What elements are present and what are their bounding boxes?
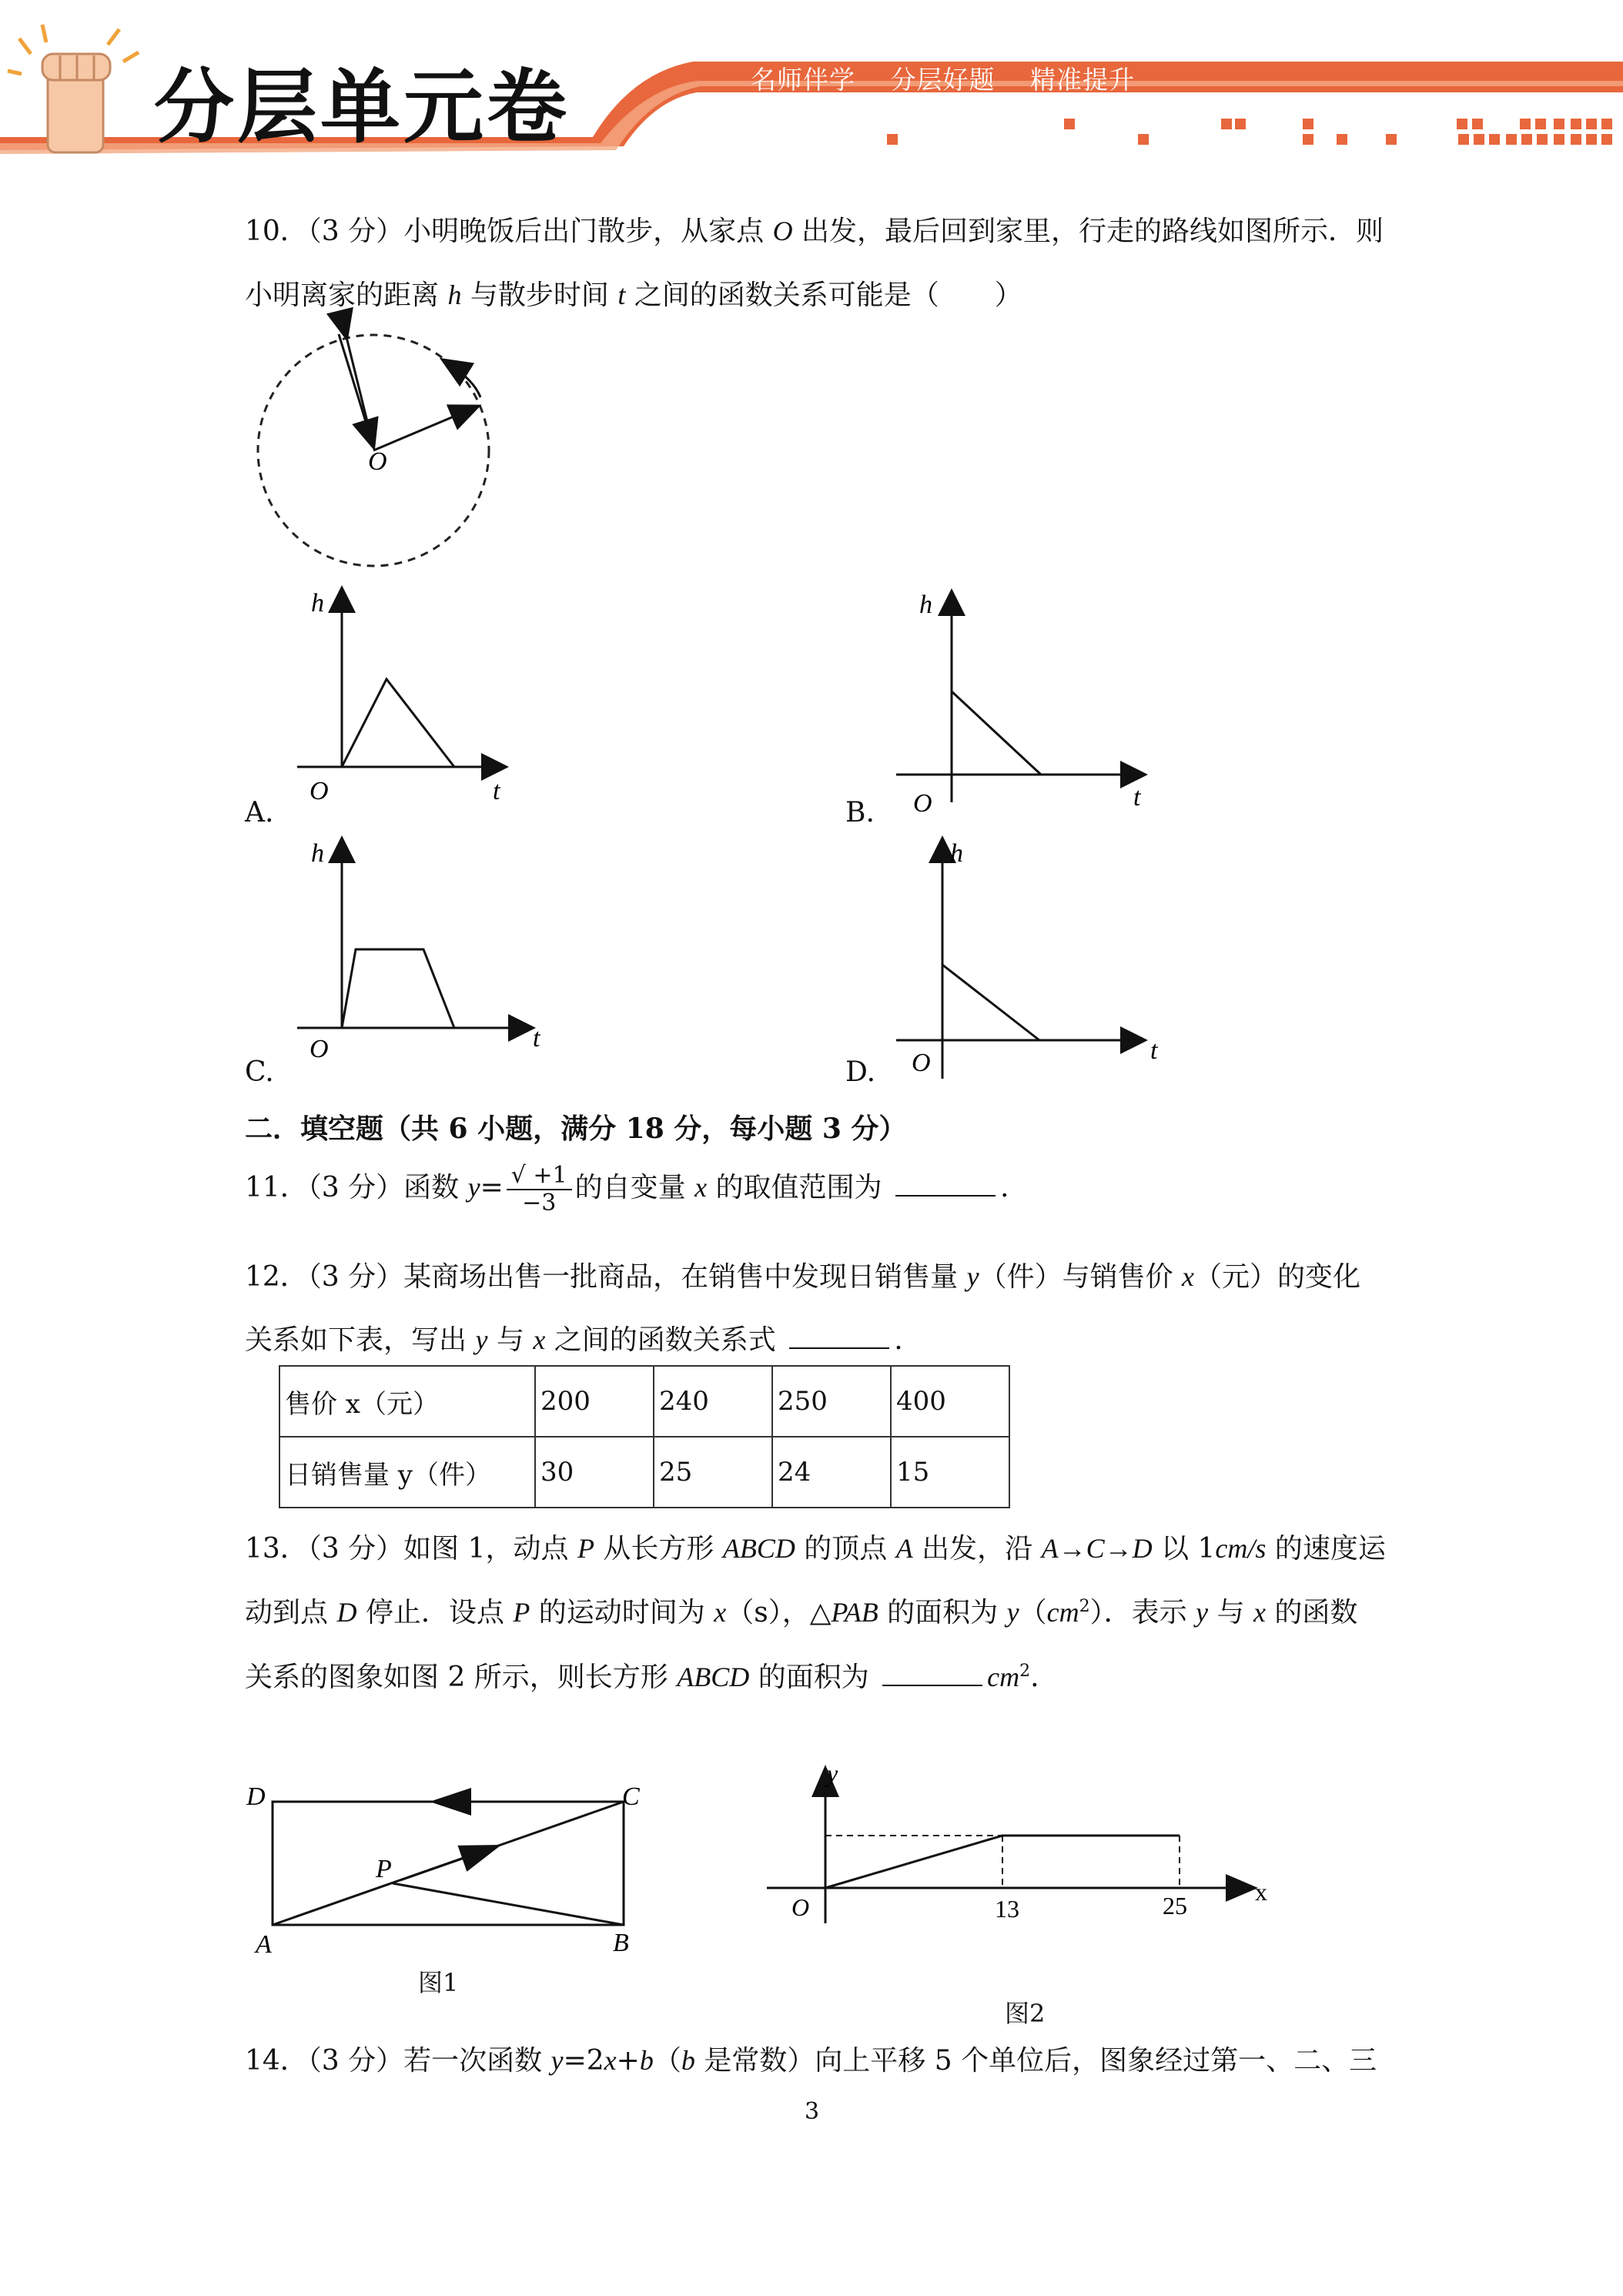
table-cell: 24 xyxy=(772,1437,891,1508)
svg-text:A: A xyxy=(256,1930,272,1959)
fig1-caption: 图1 xyxy=(418,1968,459,1997)
svg-text:25: 25 xyxy=(1163,1892,1187,1919)
svg-text:h: h xyxy=(311,839,324,868)
slogan-2: 分层好题 xyxy=(890,65,996,95)
table-cell: 240 xyxy=(654,1366,772,1437)
option-b-graph xyxy=(893,585,1155,816)
q13-answer-blank[interactable] xyxy=(882,1666,982,1686)
q12-line2: 关系如下表，写出 y 与 x 之间的函数关系式 . xyxy=(245,1324,903,1356)
svg-text:O: O xyxy=(791,1893,810,1921)
table-cell: 400 xyxy=(891,1366,1009,1437)
route-origin-label: O xyxy=(368,447,387,476)
svg-text:D: D xyxy=(246,1782,266,1811)
option-c-graph xyxy=(293,835,554,1063)
option-d-label: D. xyxy=(845,1056,876,1088)
option-b-label: B. xyxy=(845,797,875,828)
q10-line2: 小明离家的距离 h 与散步时间 t 之间的函数关系可能是（ ） xyxy=(245,279,1022,311)
table-cell: 15 xyxy=(891,1437,1009,1508)
svg-text:B: B xyxy=(613,1929,629,1957)
svg-text:O: O xyxy=(912,1049,931,1077)
q13-figure1 xyxy=(239,1771,670,1971)
q12-table xyxy=(279,1365,1010,1508)
svg-text:h: h xyxy=(950,839,963,868)
page-number: 3 xyxy=(805,2098,820,2125)
option-c-label: C. xyxy=(245,1056,274,1088)
svg-text:t: t xyxy=(493,777,500,805)
q14-line1: 14．（3 分）若一次函数 y=2x+b（b 是常数）向上平移 5 个单位后，图象经过第一、二、三 xyxy=(245,2045,1377,2077)
q11-answer-blank[interactable] xyxy=(895,1176,996,1197)
table-cell: 250 xyxy=(772,1366,891,1437)
table-cell: 25 xyxy=(654,1437,772,1508)
q12-answer-blank[interactable] xyxy=(789,1329,889,1349)
svg-text:h: h xyxy=(311,589,324,618)
svg-text:x: x xyxy=(1255,1878,1267,1906)
table-row xyxy=(279,1366,1009,1437)
table-cell: 200 xyxy=(535,1366,654,1437)
q13-line2: 动到点 D 停止．设点 P 的运动时间为 x（s），△PAB 的面积为 $y(cm^2)$．表示 y 与 x 的函数 xyxy=(245,1597,1358,1628)
option-a-label: A. xyxy=(245,797,274,828)
q13-line1: 13．（3 分）如图 1，动点 P 从长方形 ABCD 的顶点 A 出发，沿 A→C→D 以 1cm/s 的速度运 xyxy=(245,1533,1386,1565)
table-row xyxy=(279,1437,1009,1508)
decorative-dots xyxy=(887,119,1612,145)
brand-title: 分层单元卷 xyxy=(154,60,571,154)
option-a-graph xyxy=(293,585,524,805)
q10-route-figure xyxy=(246,323,500,577)
svg-text:O: O xyxy=(913,789,932,818)
header-slogans xyxy=(751,60,1161,96)
q13-line3: 关系的图象如图 2 所示，则长方形 ABCD 的面积为 $cm^2$. xyxy=(245,1662,1039,1693)
svg-text:13: 13 xyxy=(995,1895,1019,1923)
table-head: 日销售量 y（件） xyxy=(279,1437,535,1508)
svg-text:t: t xyxy=(1133,783,1141,812)
svg-text:t: t xyxy=(1150,1036,1158,1065)
section-2-title: 二．填空题（共 6 小题，满分 18 分，每小题 3 分） xyxy=(245,1113,907,1145)
svg-text:h: h xyxy=(919,591,932,619)
table-head: 售价 x（元） xyxy=(279,1366,535,1437)
q13-figure2 xyxy=(762,1759,1286,1940)
svg-text:O: O xyxy=(310,777,329,805)
option-d-graph xyxy=(893,835,1158,1082)
slogan-3: 精准提升 xyxy=(1030,65,1135,95)
q12-line1: 12．（3 分）某商场出售一批商品，在销售中发现日销售量 y（件）与销售价 x（元）的变化 xyxy=(245,1261,1361,1293)
q11-fraction: $\frac{√ +1}{-3}$ xyxy=(507,1163,572,1217)
fist-icon xyxy=(8,25,139,152)
svg-text:O: O xyxy=(310,1035,329,1063)
svg-text:t: t xyxy=(533,1024,540,1053)
svg-text:P: P xyxy=(376,1855,392,1883)
table-cell: 30 xyxy=(535,1437,654,1508)
svg-text:y: y xyxy=(827,1759,838,1787)
fig2-caption: 图2 xyxy=(1005,1999,1046,2028)
q10-line1: 10．（3 分）小明晚饭后出门散步，从家点 O 出发，最后回到家里，行走的路线如图所示．则 xyxy=(245,216,1384,247)
slogan-1: 名师伴学 xyxy=(751,65,855,95)
q11-line: 11．（3 分）函数 y= $\frac{√ +1}{-3}$ 的自变量 x 的取值范围为 . xyxy=(245,1162,1009,1217)
svg-text:C: C xyxy=(622,1782,640,1811)
